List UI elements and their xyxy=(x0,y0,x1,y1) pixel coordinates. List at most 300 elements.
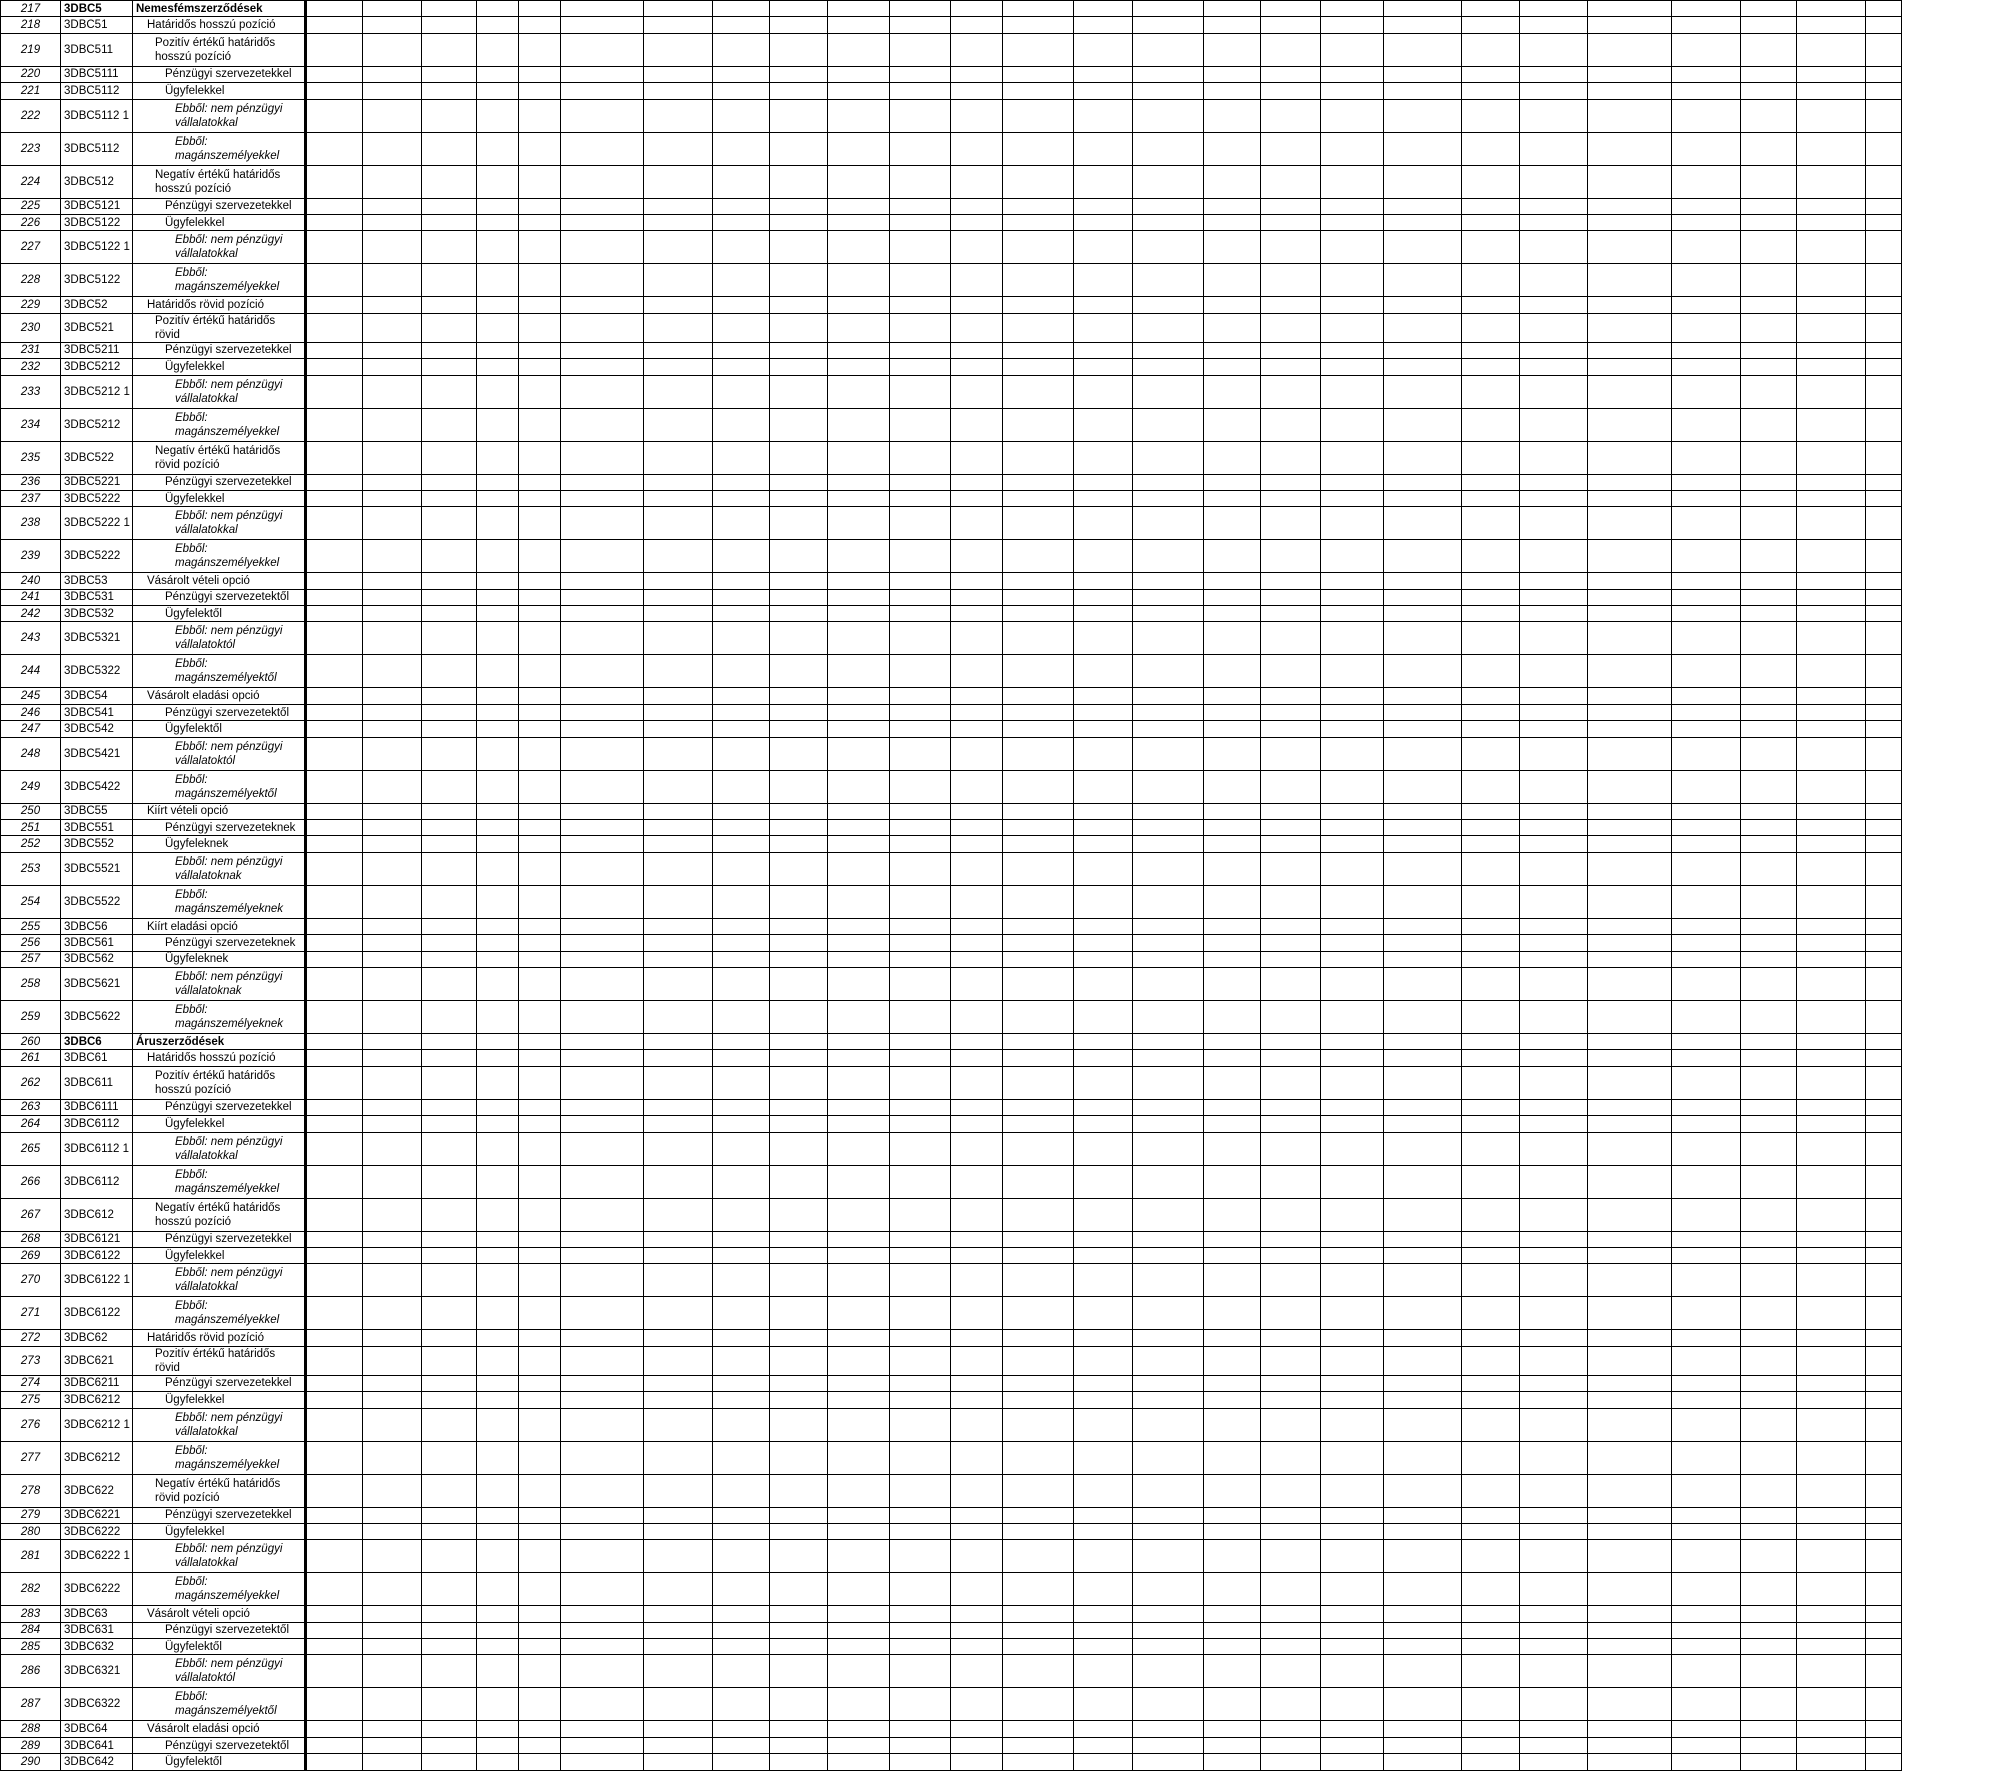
value-cell[interactable] xyxy=(1204,737,1261,770)
value-cell[interactable] xyxy=(561,1000,644,1033)
value-cell[interactable] xyxy=(1797,688,1866,704)
value-cell[interactable] xyxy=(828,231,890,264)
value-cell[interactable] xyxy=(770,1441,828,1474)
value-cell[interactable] xyxy=(1520,918,1588,934)
value-cell[interactable] xyxy=(1462,688,1520,704)
value-cell[interactable] xyxy=(890,1,951,17)
value-cell[interactable] xyxy=(561,297,644,313)
value-cell[interactable] xyxy=(1588,885,1672,918)
value-cell[interactable] xyxy=(828,474,890,490)
value-cell[interactable] xyxy=(770,967,828,1000)
value-cell[interactable] xyxy=(1261,165,1321,198)
value-cell[interactable] xyxy=(1321,342,1384,358)
value-cell[interactable] xyxy=(519,721,561,737)
value-cell[interactable] xyxy=(713,885,770,918)
value-cell[interactable] xyxy=(422,1165,477,1198)
value-cell[interactable] xyxy=(1797,441,1866,474)
value-cell[interactable] xyxy=(1866,1737,1902,1753)
value-cell[interactable] xyxy=(1384,1754,1462,1770)
value-cell[interactable] xyxy=(477,1639,519,1655)
value-cell[interactable] xyxy=(1384,1297,1462,1330)
value-cell[interactable] xyxy=(951,1198,1003,1231)
value-cell[interactable] xyxy=(1074,655,1133,688)
value-cell[interactable] xyxy=(1588,1639,1672,1655)
value-cell[interactable] xyxy=(1261,951,1321,967)
value-cell[interactable] xyxy=(519,165,561,198)
value-cell[interactable] xyxy=(1321,606,1384,622)
value-cell[interactable] xyxy=(1462,33,1520,66)
value-cell[interactable] xyxy=(1261,606,1321,622)
value-cell[interactable] xyxy=(1741,132,1797,165)
value-cell[interactable] xyxy=(519,1000,561,1033)
value-cell[interactable] xyxy=(1003,573,1074,589)
value-cell[interactable] xyxy=(1866,1330,1902,1346)
value-cell[interactable] xyxy=(890,1737,951,1753)
value-cell[interactable] xyxy=(770,918,828,934)
value-cell[interactable] xyxy=(713,540,770,573)
value-cell[interactable] xyxy=(363,1392,422,1408)
value-cell[interactable] xyxy=(561,1737,644,1753)
value-cell[interactable] xyxy=(1797,231,1866,264)
value-cell[interactable] xyxy=(1261,967,1321,1000)
value-cell[interactable] xyxy=(1797,1408,1866,1441)
value-cell[interactable] xyxy=(1866,704,1902,720)
value-cell[interactable] xyxy=(770,1606,828,1622)
value-cell[interactable] xyxy=(561,1132,644,1165)
value-cell[interactable] xyxy=(713,1247,770,1263)
value-cell[interactable] xyxy=(306,852,363,885)
value-cell[interactable] xyxy=(644,1346,713,1375)
value-cell[interactable] xyxy=(644,1737,713,1753)
value-cell[interactable] xyxy=(951,1231,1003,1247)
value-cell[interactable] xyxy=(951,1116,1003,1132)
value-cell[interactable] xyxy=(1462,1754,1520,1770)
value-cell[interactable] xyxy=(890,803,951,819)
value-cell[interactable] xyxy=(1384,1000,1462,1033)
value-cell[interactable] xyxy=(1003,132,1074,165)
value-cell[interactable] xyxy=(644,967,713,1000)
value-cell[interactable] xyxy=(363,507,422,540)
value-cell[interactable] xyxy=(561,918,644,934)
value-cell[interactable] xyxy=(1520,573,1588,589)
value-cell[interactable] xyxy=(1672,297,1741,313)
value-cell[interactable] xyxy=(1520,951,1588,967)
value-cell[interactable] xyxy=(644,1116,713,1132)
value-cell[interactable] xyxy=(828,313,890,342)
value-cell[interactable] xyxy=(1204,655,1261,688)
value-cell[interactable] xyxy=(1588,507,1672,540)
value-cell[interactable] xyxy=(1321,99,1384,132)
value-cell[interactable] xyxy=(951,967,1003,1000)
value-cell[interactable] xyxy=(1003,1375,1074,1391)
value-cell[interactable] xyxy=(770,704,828,720)
value-cell[interactable] xyxy=(1074,918,1133,934)
value-cell[interactable] xyxy=(1384,852,1462,885)
value-cell[interactable] xyxy=(713,820,770,836)
value-cell[interactable] xyxy=(1741,737,1797,770)
value-cell[interactable] xyxy=(477,704,519,720)
value-cell[interactable] xyxy=(1384,704,1462,720)
value-cell[interactable] xyxy=(1588,1375,1672,1391)
value-cell[interactable] xyxy=(1797,1132,1866,1165)
value-cell[interactable] xyxy=(828,408,890,441)
value-cell[interactable] xyxy=(1797,1606,1866,1622)
value-cell[interactable] xyxy=(1672,1247,1741,1263)
value-cell[interactable] xyxy=(306,573,363,589)
value-cell[interactable] xyxy=(890,1297,951,1330)
value-cell[interactable] xyxy=(477,1408,519,1441)
value-cell[interactable] xyxy=(477,1606,519,1622)
value-cell[interactable] xyxy=(1797,1441,1866,1474)
value-cell[interactable] xyxy=(1588,1198,1672,1231)
value-cell[interactable] xyxy=(1003,1754,1074,1770)
value-cell[interactable] xyxy=(1003,1346,1074,1375)
value-cell[interactable] xyxy=(828,1507,890,1523)
value-cell[interactable] xyxy=(477,1099,519,1115)
value-cell[interactable] xyxy=(306,967,363,1000)
value-cell[interactable] xyxy=(306,1198,363,1231)
value-cell[interactable] xyxy=(951,836,1003,852)
value-cell[interactable] xyxy=(1384,967,1462,1000)
value-cell[interactable] xyxy=(1866,852,1902,885)
value-cell[interactable] xyxy=(1588,1116,1672,1132)
value-cell[interactable] xyxy=(1133,704,1204,720)
value-cell[interactable] xyxy=(1741,1247,1797,1263)
value-cell[interactable] xyxy=(1384,1622,1462,1638)
value-cell[interactable] xyxy=(1520,1441,1588,1474)
value-cell[interactable] xyxy=(713,655,770,688)
value-cell[interactable] xyxy=(1588,359,1672,375)
value-cell[interactable] xyxy=(770,820,828,836)
value-cell[interactable] xyxy=(1520,1622,1588,1638)
value-cell[interactable] xyxy=(422,622,477,655)
value-cell[interactable] xyxy=(1672,408,1741,441)
value-cell[interactable] xyxy=(828,540,890,573)
value-cell[interactable] xyxy=(644,820,713,836)
value-cell[interactable] xyxy=(422,721,477,737)
value-cell[interactable] xyxy=(363,214,422,230)
value-cell[interactable] xyxy=(1741,1033,1797,1049)
value-cell[interactable] xyxy=(1462,967,1520,1000)
value-cell[interactable] xyxy=(1866,132,1902,165)
value-cell[interactable] xyxy=(477,1165,519,1198)
value-cell[interactable] xyxy=(828,1231,890,1247)
value-cell[interactable] xyxy=(713,918,770,934)
value-cell[interactable] xyxy=(951,342,1003,358)
value-cell[interactable] xyxy=(890,1688,951,1721)
value-cell[interactable] xyxy=(422,1523,477,1539)
value-cell[interactable] xyxy=(1321,1264,1384,1297)
value-cell[interactable] xyxy=(713,342,770,358)
value-cell[interactable] xyxy=(951,1066,1003,1099)
value-cell[interactable] xyxy=(1462,1,1520,17)
value-cell[interactable] xyxy=(1384,474,1462,490)
value-cell[interactable] xyxy=(1462,1540,1520,1573)
value-cell[interactable] xyxy=(770,1264,828,1297)
value-cell[interactable] xyxy=(1261,935,1321,951)
value-cell[interactable] xyxy=(644,83,713,99)
value-cell[interactable] xyxy=(1321,1540,1384,1573)
value-cell[interactable] xyxy=(644,803,713,819)
value-cell[interactable] xyxy=(1672,1606,1741,1622)
value-cell[interactable] xyxy=(1074,1033,1133,1049)
value-cell[interactable] xyxy=(828,1754,890,1770)
value-cell[interactable] xyxy=(1321,83,1384,99)
value-cell[interactable] xyxy=(1672,951,1741,967)
value-cell[interactable] xyxy=(1588,836,1672,852)
value-cell[interactable] xyxy=(828,66,890,82)
value-cell[interactable] xyxy=(1672,737,1741,770)
value-cell[interactable] xyxy=(644,1441,713,1474)
value-cell[interactable] xyxy=(770,935,828,951)
value-cell[interactable] xyxy=(1384,231,1462,264)
value-cell[interactable] xyxy=(1866,1639,1902,1655)
value-cell[interactable] xyxy=(890,852,951,885)
value-cell[interactable] xyxy=(1866,1392,1902,1408)
value-cell[interactable] xyxy=(422,1198,477,1231)
value-cell[interactable] xyxy=(951,1441,1003,1474)
value-cell[interactable] xyxy=(1866,408,1902,441)
value-cell[interactable] xyxy=(1384,951,1462,967)
value-cell[interactable] xyxy=(1321,1346,1384,1375)
value-cell[interactable] xyxy=(644,1000,713,1033)
value-cell[interactable] xyxy=(1261,573,1321,589)
value-cell[interactable] xyxy=(1261,297,1321,313)
value-cell[interactable] xyxy=(477,655,519,688)
value-cell[interactable] xyxy=(1672,99,1741,132)
value-cell[interactable] xyxy=(1672,1264,1741,1297)
value-cell[interactable] xyxy=(1462,1639,1520,1655)
value-cell[interactable] xyxy=(1321,1392,1384,1408)
value-cell[interactable] xyxy=(770,1523,828,1539)
value-cell[interactable] xyxy=(363,1754,422,1770)
value-cell[interactable] xyxy=(1797,1247,1866,1263)
value-cell[interactable] xyxy=(770,1622,828,1638)
value-cell[interactable] xyxy=(1204,918,1261,934)
value-cell[interactable] xyxy=(828,1737,890,1753)
value-cell[interactable] xyxy=(1074,688,1133,704)
value-cell[interactable] xyxy=(713,1033,770,1049)
value-cell[interactable] xyxy=(951,198,1003,214)
value-cell[interactable] xyxy=(1866,836,1902,852)
value-cell[interactable] xyxy=(477,573,519,589)
value-cell[interactable] xyxy=(306,1622,363,1638)
value-cell[interactable] xyxy=(477,1474,519,1507)
value-cell[interactable] xyxy=(561,622,644,655)
value-cell[interactable] xyxy=(1462,1523,1520,1539)
value-cell[interactable] xyxy=(1321,1066,1384,1099)
value-cell[interactable] xyxy=(1384,132,1462,165)
value-cell[interactable] xyxy=(890,918,951,934)
value-cell[interactable] xyxy=(770,1,828,17)
value-cell[interactable] xyxy=(1133,408,1204,441)
value-cell[interactable] xyxy=(1797,474,1866,490)
value-cell[interactable] xyxy=(828,1375,890,1391)
value-cell[interactable] xyxy=(1520,17,1588,33)
value-cell[interactable] xyxy=(770,606,828,622)
value-cell[interactable] xyxy=(1672,1346,1741,1375)
value-cell[interactable] xyxy=(1588,214,1672,230)
value-cell[interactable] xyxy=(1003,820,1074,836)
value-cell[interactable] xyxy=(1741,1050,1797,1066)
value-cell[interactable] xyxy=(951,770,1003,803)
value-cell[interactable] xyxy=(363,375,422,408)
value-cell[interactable] xyxy=(1588,1297,1672,1330)
value-cell[interactable] xyxy=(519,770,561,803)
value-cell[interactable] xyxy=(306,83,363,99)
value-cell[interactable] xyxy=(1520,836,1588,852)
value-cell[interactable] xyxy=(1321,507,1384,540)
value-cell[interactable] xyxy=(770,1231,828,1247)
value-cell[interactable] xyxy=(1741,1639,1797,1655)
value-cell[interactable] xyxy=(1741,1540,1797,1573)
value-cell[interactable] xyxy=(1384,1264,1462,1297)
value-cell[interactable] xyxy=(713,99,770,132)
value-cell[interactable] xyxy=(1866,375,1902,408)
value-cell[interactable] xyxy=(477,836,519,852)
value-cell[interactable] xyxy=(890,1754,951,1770)
value-cell[interactable] xyxy=(1520,1655,1588,1688)
value-cell[interactable] xyxy=(1588,1622,1672,1638)
value-cell[interactable] xyxy=(1462,951,1520,967)
value-cell[interactable] xyxy=(1261,1050,1321,1066)
value-cell[interactable] xyxy=(519,1655,561,1688)
value-cell[interactable] xyxy=(1797,573,1866,589)
value-cell[interactable] xyxy=(1520,1375,1588,1391)
value-cell[interactable] xyxy=(1261,231,1321,264)
value-cell[interactable] xyxy=(1133,737,1204,770)
value-cell[interactable] xyxy=(1797,1198,1866,1231)
value-cell[interactable] xyxy=(1741,918,1797,934)
value-cell[interactable] xyxy=(1321,1247,1384,1263)
value-cell[interactable] xyxy=(477,1523,519,1539)
value-cell[interactable] xyxy=(951,66,1003,82)
value-cell[interactable] xyxy=(306,165,363,198)
value-cell[interactable] xyxy=(1520,66,1588,82)
value-cell[interactable] xyxy=(644,589,713,605)
value-cell[interactable] xyxy=(363,885,422,918)
value-cell[interactable] xyxy=(644,606,713,622)
value-cell[interactable] xyxy=(1003,1297,1074,1330)
value-cell[interactable] xyxy=(422,836,477,852)
value-cell[interactable] xyxy=(890,1721,951,1737)
value-cell[interactable] xyxy=(477,1231,519,1247)
value-cell[interactable] xyxy=(306,803,363,819)
value-cell[interactable] xyxy=(1204,297,1261,313)
value-cell[interactable] xyxy=(1588,606,1672,622)
value-cell[interactable] xyxy=(1261,474,1321,490)
value-cell[interactable] xyxy=(519,1408,561,1441)
value-cell[interactable] xyxy=(1003,1116,1074,1132)
value-cell[interactable] xyxy=(1866,1050,1902,1066)
value-cell[interactable] xyxy=(828,1099,890,1115)
value-cell[interactable] xyxy=(951,1392,1003,1408)
value-cell[interactable] xyxy=(1003,165,1074,198)
value-cell[interactable] xyxy=(770,1247,828,1263)
value-cell[interactable] xyxy=(1003,17,1074,33)
value-cell[interactable] xyxy=(828,1116,890,1132)
value-cell[interactable] xyxy=(1003,737,1074,770)
value-cell[interactable] xyxy=(1797,408,1866,441)
value-cell[interactable] xyxy=(1797,1330,1866,1346)
value-cell[interactable] xyxy=(1741,540,1797,573)
value-cell[interactable] xyxy=(306,1754,363,1770)
value-cell[interactable] xyxy=(1321,1132,1384,1165)
value-cell[interactable] xyxy=(1204,99,1261,132)
value-cell[interactable] xyxy=(1866,264,1902,297)
value-cell[interactable] xyxy=(519,33,561,66)
value-cell[interactable] xyxy=(1797,214,1866,230)
value-cell[interactable] xyxy=(1133,214,1204,230)
value-cell[interactable] xyxy=(1797,836,1866,852)
value-cell[interactable] xyxy=(363,1639,422,1655)
value-cell[interactable] xyxy=(1133,1066,1204,1099)
value-cell[interactable] xyxy=(1074,1392,1133,1408)
value-cell[interactable] xyxy=(828,918,890,934)
value-cell[interactable] xyxy=(1520,1198,1588,1231)
value-cell[interactable] xyxy=(519,490,561,506)
value-cell[interactable] xyxy=(1866,33,1902,66)
value-cell[interactable] xyxy=(1797,359,1866,375)
value-cell[interactable] xyxy=(1588,165,1672,198)
value-cell[interactable] xyxy=(1588,1000,1672,1033)
value-cell[interactable] xyxy=(1866,918,1902,934)
value-cell[interactable] xyxy=(1797,264,1866,297)
value-cell[interactable] xyxy=(1672,967,1741,1000)
value-cell[interactable] xyxy=(713,165,770,198)
value-cell[interactable] xyxy=(306,589,363,605)
value-cell[interactable] xyxy=(1520,474,1588,490)
value-cell[interactable] xyxy=(770,33,828,66)
value-cell[interactable] xyxy=(306,1737,363,1753)
value-cell[interactable] xyxy=(644,573,713,589)
value-cell[interactable] xyxy=(1321,132,1384,165)
value-cell[interactable] xyxy=(1588,1441,1672,1474)
value-cell[interactable] xyxy=(1797,1297,1866,1330)
value-cell[interactable] xyxy=(1074,1507,1133,1523)
value-cell[interactable] xyxy=(1204,1132,1261,1165)
value-cell[interactable] xyxy=(713,375,770,408)
value-cell[interactable] xyxy=(422,198,477,214)
value-cell[interactable] xyxy=(1204,885,1261,918)
value-cell[interactable] xyxy=(1384,441,1462,474)
value-cell[interactable] xyxy=(363,803,422,819)
value-cell[interactable] xyxy=(1133,1297,1204,1330)
value-cell[interactable] xyxy=(1520,1000,1588,1033)
value-cell[interactable] xyxy=(1588,198,1672,214)
value-cell[interactable] xyxy=(1003,1000,1074,1033)
value-cell[interactable] xyxy=(1520,1297,1588,1330)
value-cell[interactable] xyxy=(363,198,422,214)
value-cell[interactable] xyxy=(1261,313,1321,342)
value-cell[interactable] xyxy=(713,33,770,66)
value-cell[interactable] xyxy=(951,297,1003,313)
value-cell[interactable] xyxy=(1462,264,1520,297)
value-cell[interactable] xyxy=(1672,1474,1741,1507)
value-cell[interactable] xyxy=(1588,1408,1672,1441)
value-cell[interactable] xyxy=(1133,1198,1204,1231)
value-cell[interactable] xyxy=(561,1033,644,1049)
value-cell[interactable] xyxy=(561,606,644,622)
value-cell[interactable] xyxy=(1520,214,1588,230)
value-cell[interactable] xyxy=(1797,33,1866,66)
value-cell[interactable] xyxy=(1797,622,1866,655)
value-cell[interactable] xyxy=(1797,1264,1866,1297)
value-cell[interactable] xyxy=(890,820,951,836)
value-cell[interactable] xyxy=(951,490,1003,506)
value-cell[interactable] xyxy=(519,606,561,622)
value-cell[interactable] xyxy=(890,1050,951,1066)
